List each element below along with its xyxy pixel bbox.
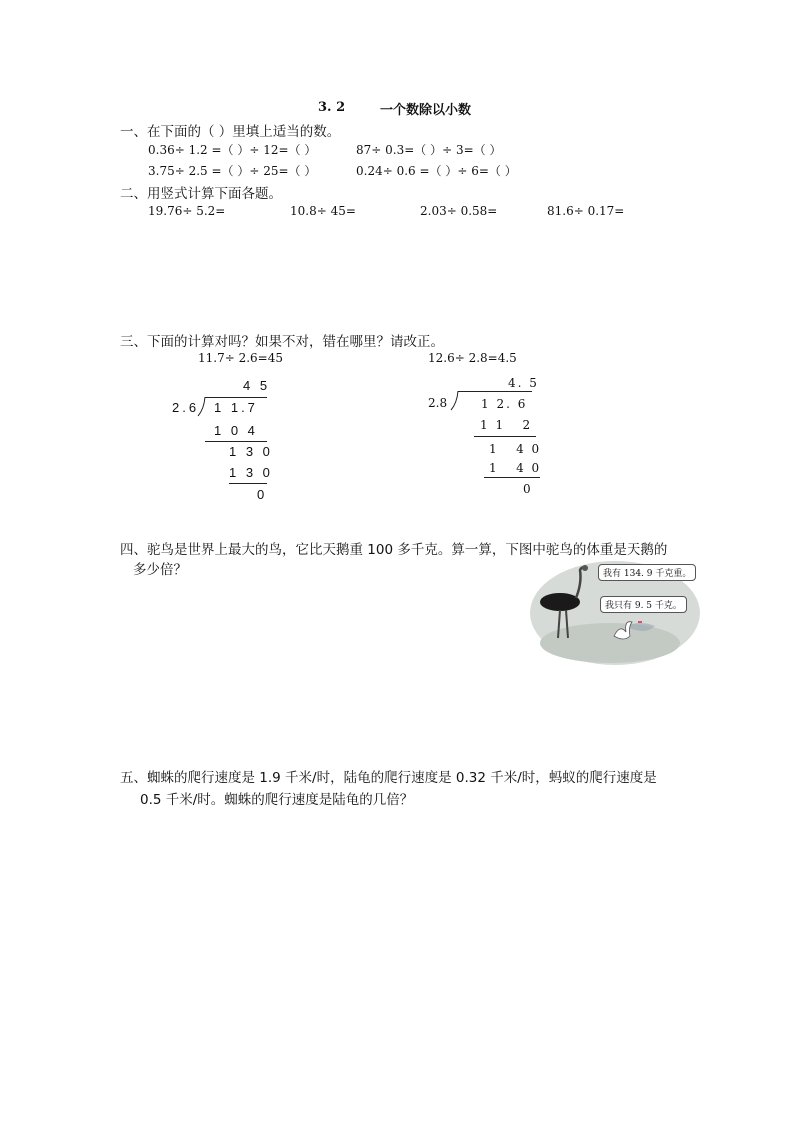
left-step-1: 1 0 4 (214, 423, 258, 438)
left-remainder: 0 (257, 487, 268, 502)
section-3-heading: 三、下面的计算对吗？如果不对，错在哪里？请改正。 (120, 334, 444, 350)
calc-item-3: 2.03÷ 0.58= (420, 204, 498, 218)
right-rule-2 (484, 477, 540, 478)
left-vinculum (205, 397, 267, 398)
section-1-heading: 一、在下面的（ ）里填上适当的数。 (120, 124, 341, 140)
left-dividend: 1 1.7 (214, 400, 258, 415)
fill-item-4: 0.24÷ 0.6 =（ ）÷ 6=（ ） (356, 164, 517, 178)
fill-item-2: 87÷ 0.3=（ ）÷ 3=（ ） (356, 143, 502, 157)
right-rule-1 (474, 436, 536, 437)
left-equation: 11.7÷ 2.6=45 (198, 351, 283, 365)
right-step-3: 1 4 0 (489, 461, 542, 475)
calc-item-4: 81.6÷ 0.17= (547, 204, 625, 218)
right-dividend: 1 2. 6 (481, 397, 528, 411)
right-remainder: 0 (523, 482, 531, 496)
right-vinculum (458, 391, 532, 392)
right-step-2: 1 4 0 (489, 442, 542, 456)
page-title: 一个数除以小数 (380, 103, 472, 118)
right-quotient: 4. 5 (508, 376, 539, 390)
right-divisor: 2.8 (428, 396, 448, 410)
section-5-line-1: 五、蜘蛛的爬行速度是 1.9 千米/时，陆龟的爬行速度是 0.32 千米/时，蚂蚁的爬行速度是 (120, 770, 657, 786)
left-quotient: 4 5 (243, 378, 271, 393)
calc-item-2: 10.8÷ 45= (290, 204, 356, 218)
fill-item-1: 0.36÷ 1.2 =（ ）÷ 12=（ ） (148, 143, 317, 157)
section-5-line-2: 0.5 千米/时。蜘蛛的爬行速度是陆龟的几倍？ (140, 792, 414, 808)
section-4-line-2: 多少倍？ (133, 562, 187, 578)
section-2-heading: 二、用竖式计算下面各题。 (120, 186, 282, 202)
ostrich-speech-bubble: 我有 134. 9 千克重。 (598, 564, 696, 581)
left-divisor: 2.6 (172, 400, 200, 415)
lesson-number: 3. 2 (318, 100, 346, 115)
right-step-1: 1 1 2 (480, 418, 533, 432)
ostrich-swan-illustration (530, 558, 700, 668)
left-step-2: 1 3 0 (229, 444, 273, 459)
left-step-3: 1 3 0 (229, 465, 273, 480)
section-4-line-1: 四、驼鸟是世界上最大的鸟，它比天鹅重 100 多千克。算一算，下图中驼鸟的体重是天鹅的 (120, 542, 668, 558)
left-rule-1 (205, 441, 267, 442)
fill-item-3: 3.75÷ 2.5 =（ ）÷ 25=（ ） (148, 164, 317, 178)
right-bracket (450, 391, 460, 411)
left-rule-2 (229, 483, 267, 484)
calc-item-1: 19.76÷ 5.2= (148, 204, 226, 218)
swan-speech-bubble: 我只有 9. 5 千克。 (600, 596, 687, 613)
ostrich-icon (540, 593, 580, 611)
right-equation: 12.6÷ 2.8=4.5 (428, 351, 517, 365)
